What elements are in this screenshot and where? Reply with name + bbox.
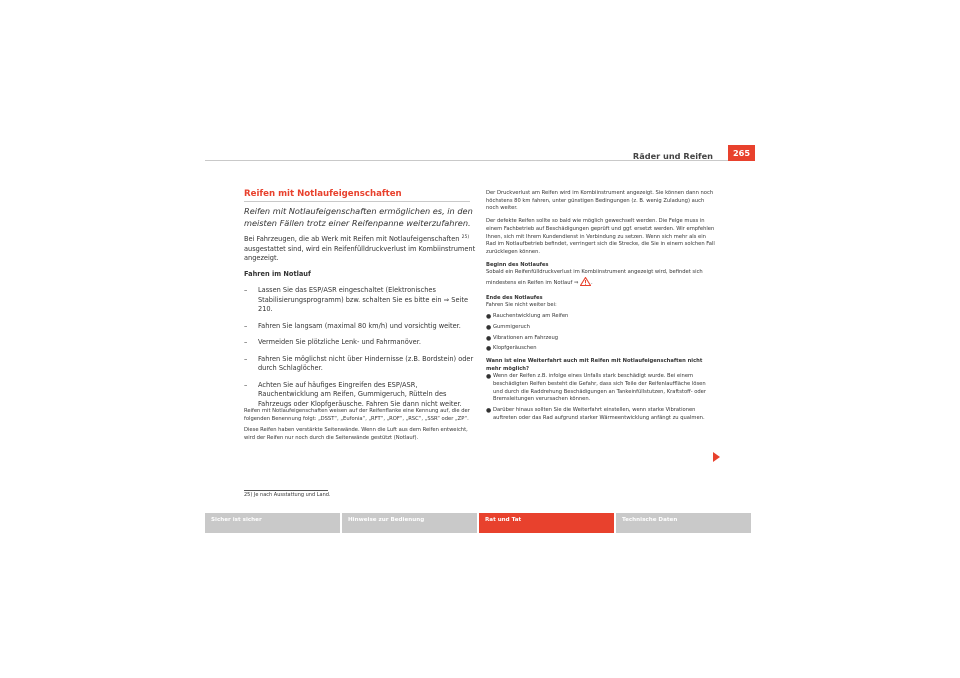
- continue-arrow-icon: [713, 452, 720, 462]
- ende-list-item-text: Klopfgeräuschen: [493, 345, 537, 352]
- footnote: 25) Je nach Ausstattung und Land.: [244, 492, 331, 498]
- fahren-list-item-text: Lassen Sie das ESP/ASR eingeschaltet (Elektronisches Stabilisierungsprogramm) bzw. schalten Sie es bitte ein ⇒ Seite 210.: [258, 286, 468, 313]
- section-body: [244, 235, 476, 409]
- wann-list-item: [486, 407, 716, 422]
- ende-list-item-text: Vibrationen am Fahrzeug: [493, 334, 559, 341]
- note-block: [244, 408, 474, 446]
- warning-triangle-icon[interactable]: [580, 277, 591, 290]
- ende-list-item: [486, 313, 716, 321]
- section-rule: [244, 201, 470, 202]
- dash-mark: –: [244, 354, 248, 363]
- beginn-end: .: [590, 280, 593, 287]
- intro-paragraph: [244, 235, 476, 264]
- bullet-icon: ●: [486, 345, 492, 353]
- section-lead: Reifen mit Notlaufeigenschaften ermöglichen es, in den meisten Fällen trotz einer Reifenpanne weiterzufahren.: [244, 206, 473, 228]
- ende-list-item-text: Rauchentwicklung am Reifen: [493, 313, 569, 320]
- beginn-paragraph: [486, 269, 716, 289]
- wann-list-item-text: Darüber hinaus sollten Sie die Weiterfahrt einstellen, wenn starke Vibrationen auftreten oder das Rad aufgrund starker Wärmeentwicklung anfängt zu qualmen.: [493, 407, 705, 421]
- wann-heading: Wann ist eine Weiterfahrt auch mit Reifen mit Notlaufeigenschaften nicht mehr möglich?: [486, 357, 703, 372]
- fahren-list-item: [244, 355, 476, 374]
- ende-list: [486, 313, 716, 353]
- dash-mark: –: [244, 338, 248, 346]
- fahren-list-item-text: Fahren Sie möglichst nicht über Hindernisse (z.B. Bordstein) oder durch Schlaglöcher.: [258, 354, 474, 372]
- fahren-list-item: [244, 286, 476, 315]
- section-title: Reifen mit Notlaufeigenschaften: [244, 189, 402, 199]
- footnote-rule: [244, 490, 328, 491]
- fahren-list-item: [244, 322, 476, 332]
- ende-list-item: [486, 345, 716, 353]
- fahren-list-item: [244, 338, 476, 348]
- wann-list-item: [486, 373, 716, 404]
- wann-list-item-text: Wenn der Reifen z.B. infolge eines Unfalls stark beschädigt wurde. Bei einem beschädigten Reifen besteht die Gefahr, dass sich Teile der Reifenlauffläche lösen und durch die Raddrehung Beschädigungen an Tankeinfüllstutzen, Kraftstoff- oder Bremsleitungen verursachen können.: [493, 373, 707, 403]
- note-paragraph-2: Diese Reifen haben verstärkte Seitenwände. Wenn die Luft aus dem Reifen entweicht, wird der Reifen nur noch durch die Seitenwände gestützt (Notlauf).: [244, 427, 468, 441]
- bullet-icon: ●: [486, 323, 492, 331]
- footnote-ref[interactable]: 25): [461, 234, 470, 240]
- footer-tab-sicher[interactable]: Sicher ist sicher: [205, 513, 340, 533]
- wann-list: [486, 373, 716, 422]
- footer-tab-technische-daten[interactable]: Technische Daten: [616, 513, 751, 533]
- bullet-icon: ●: [486, 334, 492, 342]
- ende-heading: Ende des Notlaufes: [486, 294, 543, 301]
- chapter-title: Räder und Reifen: [632, 151, 713, 161]
- footer-tab-rat-und-tat[interactable]: Rat und Tat: [479, 513, 614, 533]
- fahren-list-item-text: Fahren Sie langsam (maximal 80 km/h) und vorsichtig weiter.: [258, 321, 461, 330]
- intro-text-2: ausgestattet sind, wird ein Reifenfülldruckverlust im Kombiinstrument angezeigt.: [244, 244, 476, 262]
- fahren-list: [244, 286, 476, 409]
- footer-tab-hinweise[interactable]: Hinweise zur Bedienung: [342, 513, 477, 533]
- dash-mark: –: [244, 286, 248, 294]
- beginn-heading: Beginn des Notlaufes: [486, 261, 549, 268]
- fahren-heading: Fahren im Notlauf: [244, 269, 311, 278]
- ende-list-item: [486, 335, 716, 343]
- fahren-list-item: [244, 381, 476, 410]
- right-column: [486, 190, 716, 426]
- bullet-icon: ●: [486, 407, 492, 415]
- ende-intro: Fahren Sie nicht weiter bei:: [486, 302, 557, 309]
- bullet-icon: ●: [486, 373, 492, 381]
- ende-list-item: [486, 324, 716, 332]
- note-paragraph-1: Reifen mit Notlaufeigenschaften weisen auf der Reifenflanke eine Kennung auf, die der folgenden Benennung folgt: „DSST“, „Eufonia“, „RFT“, „ROF“, „RSC“, „SSR“ oder „ZP“.: [244, 408, 470, 422]
- dash-mark: –: [244, 321, 248, 330]
- bullet-icon: ●: [486, 313, 492, 321]
- dash-mark: –: [244, 380, 248, 389]
- beginn-text: Sobald ein Reifenfülldruckverlust im Kombiinstrument angezeigt wird, befindet sich mindestens ein Reifen im Notlauf ⇒: [486, 269, 703, 287]
- page-number: 265: [728, 145, 755, 161]
- ende-list-item-text: Gummigeruch: [493, 323, 530, 330]
- right-paragraph-1: Der Druckverlust am Reifen wird im Kombiinstrument angezeigt. Sie können dann noch höchstens 80 km fahren, unter günstigen Bedingungen (z. B. wenig Zuladung) auch noch weiter.: [486, 190, 714, 212]
- fahren-list-item-text: Vermeiden Sie plötzliche Lenk- und Fahrmanöver.: [258, 338, 421, 346]
- intro-text-1: Bei Fahrzeugen, die ab Werk mit Reifen mit Notlaufeigenschaften: [244, 235, 460, 243]
- right-paragraph-2: Der defekte Reifen sollte so bald wie möglich gewechselt werden. Die Felge muss in einem Fachbetrieb auf Beschädigungen geprüft und ggf. ersetzt werden. Wir empfehlen Ihnen, sich mit Ihrem Kundendienst in Verbindung zu setzen. Wenn sich mehr als ein Rad im Notlaufbetrieb befindet, verringert sich die Strecke, die Sie in einem solchen Fall zurücklegen können.: [486, 218, 715, 255]
- fahren-list-item-text: Achten Sie auf häufiges Eingreifen des ESP/ASR, Rauchentwicklung am Reifen, Gummigeruch, Rütteln des Fahrzeugs oder Klopfgeräusche. Fahren Sie dann nicht weiter.: [258, 380, 462, 408]
